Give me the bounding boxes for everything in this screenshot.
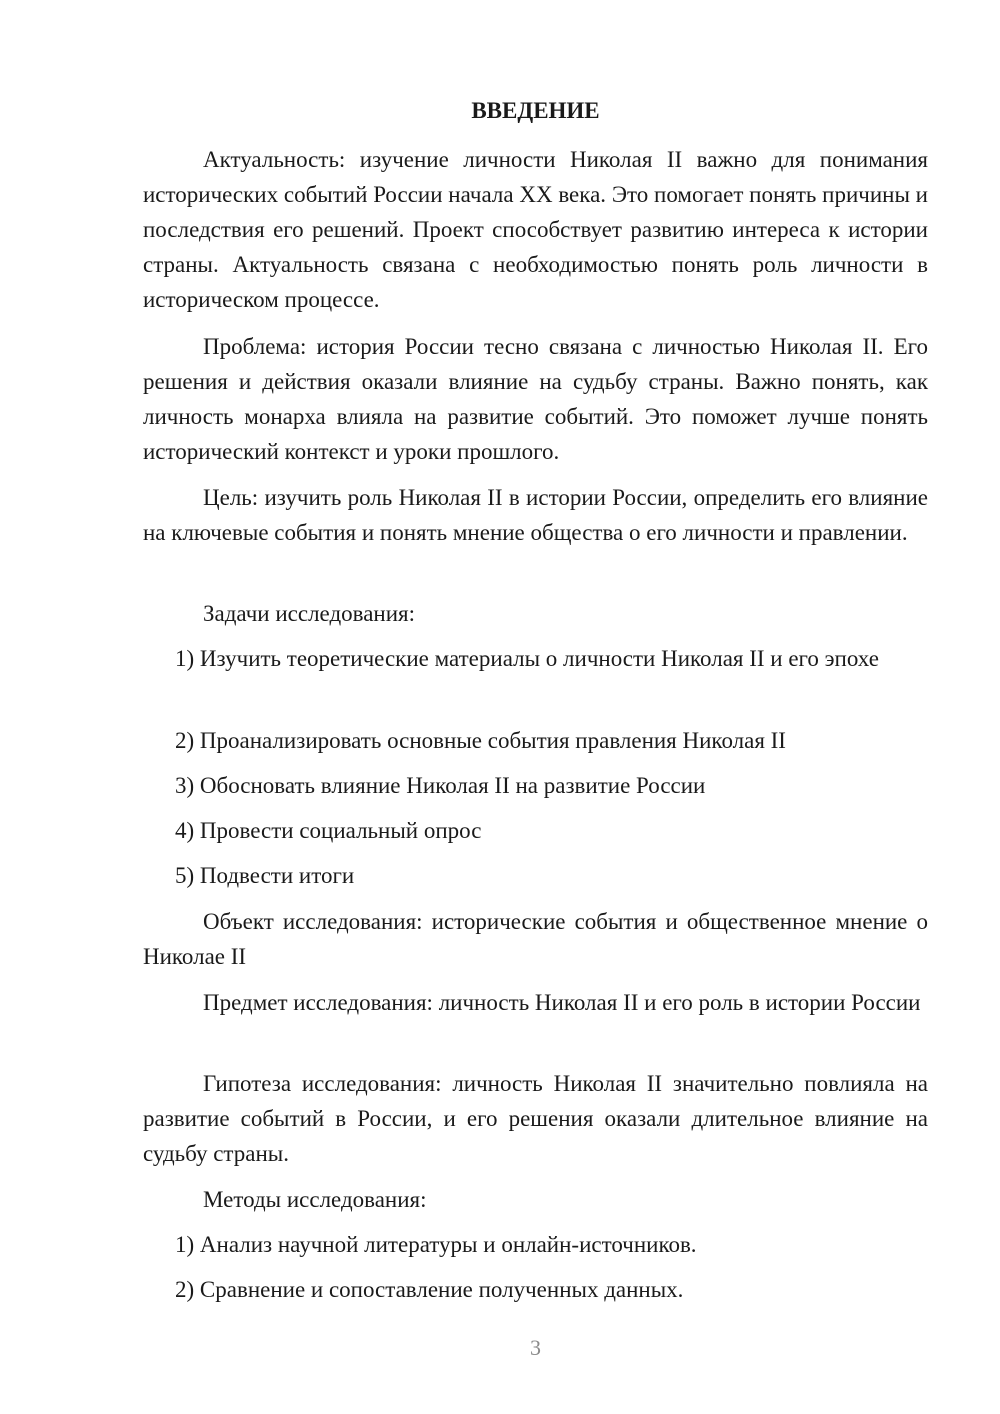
task-item-3: 3) Обосновать влияние Николая II на развитие России [175, 773, 706, 798]
hypothesis-paragraph: Гипотеза исследования: личность Николая II значительно повлияла на развитие событий в России, и его решения оказали длительное влияние на судьбу страны. [143, 1071, 928, 1166]
task-item-2: 2) Проанализировать основные события правления Николая II [175, 728, 786, 753]
task-item-5: 5) Подвести итоги [175, 863, 355, 888]
page-number: 3 [530, 1335, 541, 1360]
methods-heading: Методы исследования: [203, 1187, 427, 1212]
task-item-4: 4) Провести социальный опрос [175, 818, 482, 843]
tasks-heading: Задачи исследования: [203, 601, 416, 626]
relevance-paragraph: Актуальность: изучение личности Николая II важно для понимания исторических событий России начала XX века. Это помогает понять причины и последствия его решений. Проект способствует развитию интереса к истории страны. Актуальность связана с необходимостью понять роль личности в историческом процессе. [143, 147, 928, 312]
object-paragraph: Объект исследования: исторические события и общественное мнение о Николае II [143, 909, 928, 969]
task-item-1: 1) Изучить теоретические материалы о личности Николая II и его эпохе [175, 646, 879, 671]
method-item-2: 2) Сравнение и сопоставление полученных данных. [175, 1277, 684, 1302]
method-item-1: 1) Анализ научной литературы и онлайн-источников. [175, 1232, 697, 1257]
subject-paragraph: Предмет исследования: личность Николая II и его роль в истории России [203, 990, 921, 1015]
problem-paragraph: Проблема: история России тесно связана с личностью Николая II. Его решения и действия оказали влияние на судьбу страны. Важно понять, как личность монарха влияла на развитие событий. Это поможет лучше понять исторический контекст и уроки прошлого. [143, 334, 928, 464]
section-title: ВВЕДЕНИЕ [471, 98, 600, 123]
goal-paragraph: Цель: изучить роль Николая II в истории России, определить его влияние на ключевые события и понять мнение общества о его личности и правлении. [143, 485, 928, 545]
